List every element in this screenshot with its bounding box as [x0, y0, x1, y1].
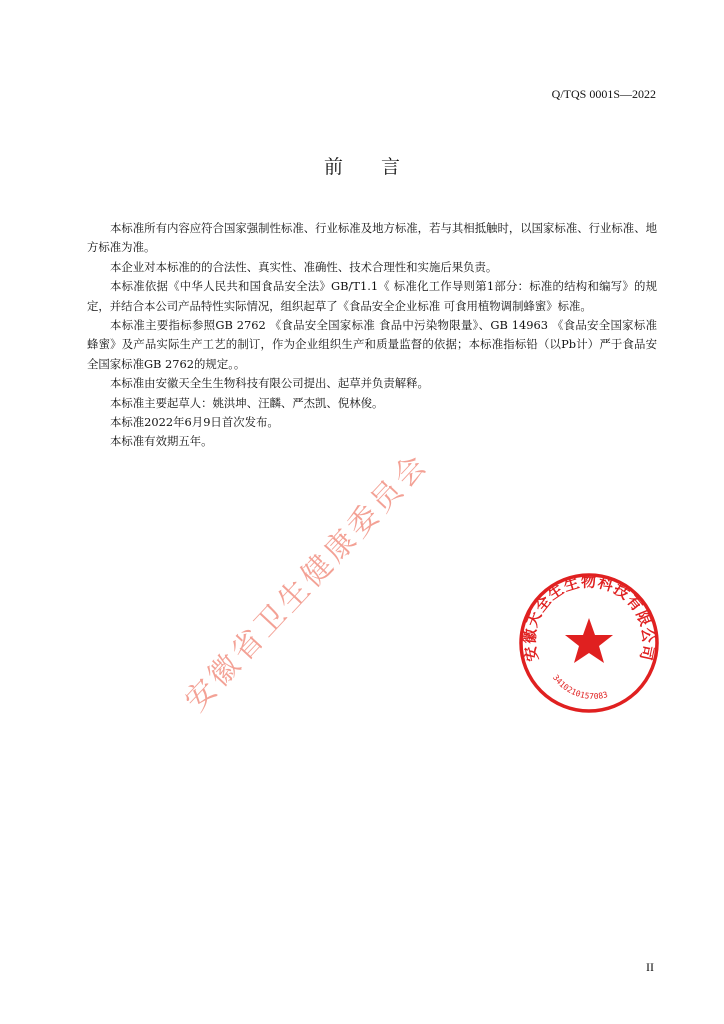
page-number: II [646, 960, 654, 974]
seal-code-text: 3410210157083 [550, 673, 609, 701]
paragraph: 本标准有效期五年。 [110, 434, 213, 449]
paragraph: 本标准所有内容应符合国家强制性标准、行业标准及地方标准，若与其相抵触时，以国家标准、行业标准、地方标准为准。 [87, 221, 657, 255]
seal-svg [517, 571, 661, 715]
watermark-svg [168, 385, 488, 725]
company-seal [517, 571, 661, 715]
paragraph: 本标准由安徽天全生生物科技有限公司提出、起草并负责解释。 [110, 376, 429, 391]
paragraph: 本企业对本标准的的合法性、真实性、准确性、技术合理性和实施后果负责。 [110, 259, 498, 274]
paragraph: 本标准主要起草人：姚洪坤、汪麟、严杰凯、倪林俊。 [110, 395, 384, 410]
title-char-1: 前 [323, 156, 343, 178]
page-title [0, 152, 724, 179]
document-code: Q/TQS 0001S—2022 [551, 87, 656, 101]
paragraph: 本标准主要指标参照GB 2762 《食品安全国家标准 食品中污染物限量》、GB 14963 《食品安全国家标准 蜂蜜》及产品实际生产工艺的制订，作为企业组织生产和质量监督的依据；本标准指标铅（以Pb计）严于食品安全国家标准GB 2762的规定。。 [87, 318, 657, 371]
svg-text:3410210157083 [551, 673, 609, 701]
watermark-text: 安徽省卫生健康委员会 [178, 445, 436, 719]
seal-arc-text: 安徽天全生生物科技有限公司 [520, 572, 658, 663]
watermark [168, 385, 488, 725]
title-char-2: 言 [381, 156, 401, 178]
paragraph: 本标准2022年6月9日首次发布。 [110, 415, 279, 430]
star-icon [565, 618, 613, 663]
paragraph: 本标准依据《中华人民共和国食品安全法》GB/T1.1《 标准化工作导则第1部分：标准的结构和编写》的规定，并结合本公司产品特性实际情况，组织起草了《食品安全企业标准 可食用植物调制蜂蜜》标准。 [87, 279, 657, 313]
